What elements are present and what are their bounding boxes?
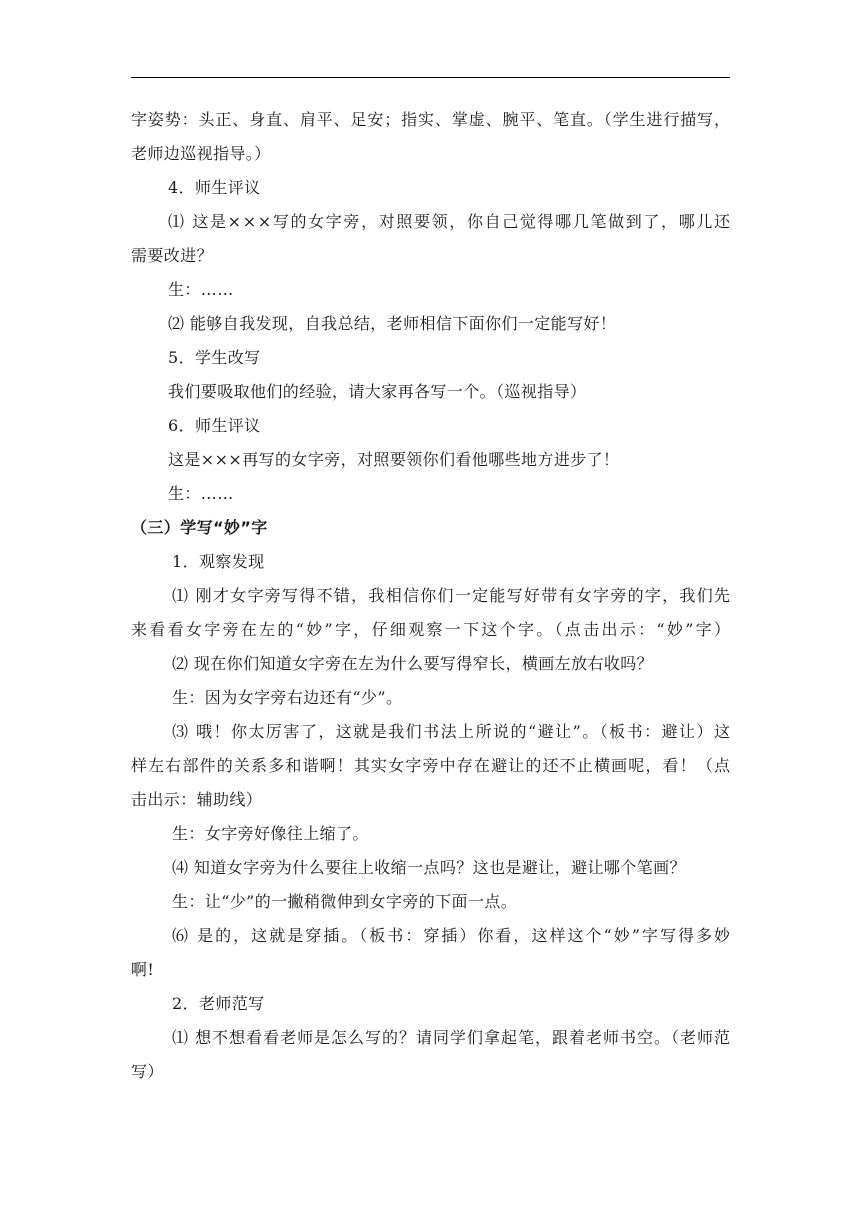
student-reply: 生：女字旁好像往上缩了。 (172, 824, 369, 843)
paragraph-line: ⑶ 哦！你太厉害了，这就是我们书法上所说的“避让”。（板书：避让）这 (172, 722, 732, 741)
paragraph-line: 老师边巡视指导。） (131, 144, 271, 163)
step-heading: 2．老师范写 (172, 994, 265, 1013)
student-reply: 生：…… (168, 484, 234, 503)
step-heading: 1．观察发现 (172, 552, 265, 571)
paragraph-line: 需要改进？ (131, 246, 214, 265)
student-reply: 生：让“少”的一撇稍微伸到女字旁的下面一点。 (172, 892, 518, 911)
paragraph-line: 这是×××再写的女字旁，对照要领你们看他哪些地方进步了！ (168, 450, 620, 469)
student-reply: 生：…… (168, 280, 234, 299)
paragraph-line: ⑴ 刚才女字旁写得不错，我相信你们一定能写好带有女字旁的字，我们先 (172, 586, 732, 605)
paragraph-line: 样左右部件的关系多和谐啊！其实女字旁中存在避让的还不止横画呢，看！（点 (131, 756, 732, 775)
student-reply: 生：因为女字旁右边还有“少”。 (172, 688, 403, 707)
step-heading: 4．师生评议 (168, 178, 261, 197)
paragraph-line: ⑵ 现在你们知道女字旁在左为什么要写得窄长，横画左放右收吗？ (172, 654, 654, 673)
paragraph-line: 来看看女字旁在左的“妙”字，仔细观察一下这个字。（点击出示：“妙”字） (131, 620, 733, 639)
paragraph-line: 字姿势：头正、身直、肩平、足安；指实、掌虚、腕平、笔直。（学生进行描写， (131, 110, 731, 129)
paragraph-line: ⑷ 知道女字旁为什么要往上收缩一点吗？这也是避让，避让哪个笔画？ (172, 858, 686, 877)
step-heading: 5．学生改写 (168, 348, 261, 367)
paragraph-line: ⑹ 是的，这就是穿插。（板书：穿插）你看，这样这个“妙”字写得多妙 (172, 926, 733, 945)
paragraph-line: ⑴ 这是×××写的女字旁，对照要领，你自己觉得哪几笔做到了，哪儿还 (168, 212, 732, 231)
paragraph-line: 击出示：辅助线） (131, 790, 263, 809)
paragraph-line: 啊! (131, 960, 155, 979)
header-rule (131, 77, 730, 78)
paragraph-line: ⑴ 想不想看看老师是怎么写的？请同学们拿起笔，跟着老师书空。（老师范 (172, 1028, 731, 1047)
section-heading: （三）学写“妙”字 (131, 518, 268, 537)
paragraph-line: 我们要吸取他们的经验，请大家再各写一个。（巡视指导） (168, 382, 587, 401)
step-heading: 6．师生评议 (168, 416, 261, 435)
paragraph-line: 写） (131, 1062, 164, 1081)
paragraph-line: ⑵ 能够自我发现，自我总结，老师相信下面你们一定能写好！ (168, 314, 617, 333)
